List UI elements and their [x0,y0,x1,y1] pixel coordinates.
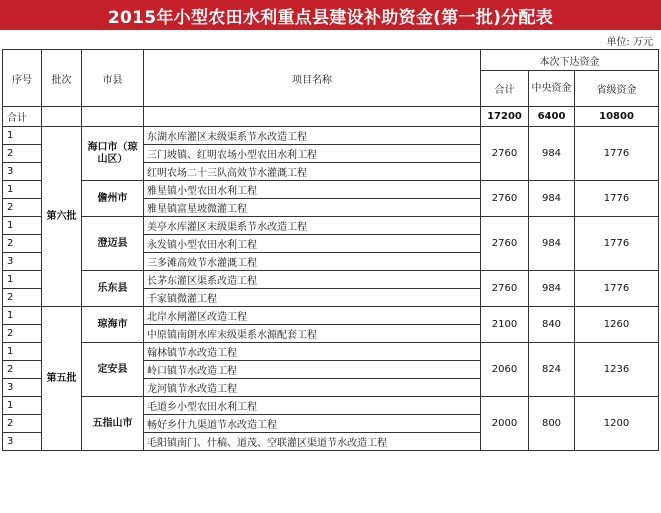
project-name: 翰林镇节水改造工程 [144,343,481,361]
row-seq: 1 [3,397,42,415]
county-central: 824 [529,343,575,397]
row-seq: 2 [3,289,42,307]
county-central: 984 [529,217,575,271]
project-name: 毛阳镇南门、什稿、道茂、空联灌区渠道节水改造工程 [144,433,481,451]
header-total: 合计 [481,71,529,107]
total-row-label: 合计 [3,107,42,127]
county-central: 800 [529,397,575,451]
county-total: 2760 [481,217,529,271]
project-name: 美亭水库灌区末级渠系节水改造工程 [144,217,481,235]
project-name: 岭口镇节水改造工程 [144,361,481,379]
county-cell: 琼海市 [82,307,144,343]
county-provincial: 1776 [575,271,659,307]
total-row-total: 17200 [481,107,529,127]
project-name: 东湖水库灌区末级渠系节水改造工程 [144,127,481,145]
county-cell: 澄迈县 [82,217,144,271]
county-provincial: 1776 [575,181,659,217]
county-total: 2100 [481,307,529,343]
project-name: 中原镇南朗水库末级渠系水源配套工程 [144,325,481,343]
table-row [3,181,659,199]
header-county: 市县 [82,50,144,107]
unit-label: 单位: 万元 [606,37,653,48]
project-name: 龙河镇节水改造工程 [144,379,481,397]
project-name: 北岸水闸灌区改造工程 [144,307,481,325]
county-provincial: 1236 [575,343,659,397]
county-total: 2000 [481,397,529,451]
total-row-provincial: 10800 [575,107,659,127]
county-cell: 乐东县 [82,271,144,307]
county-provincial: 1260 [575,307,659,343]
county-cell: 定安县 [82,343,144,397]
row-seq: 2 [3,235,42,253]
row-seq: 3 [3,253,42,271]
project-name: 永发镇小型农田水利工程 [144,235,481,253]
allocation-table [2,49,659,451]
project-name: 雅星镇小型农田水利工程 [144,181,481,199]
row-seq: 1 [3,181,42,199]
row-seq: 1 [3,127,42,145]
county-provincial: 1776 [575,217,659,271]
county-total: 2060 [481,343,529,397]
county-cell: 五指山市 [82,397,144,451]
county-central: 984 [529,181,575,217]
table-title: 2015年小型农田水利重点县建设补助资金(第一批)分配表 [0,0,661,30]
project-name: 三门坡镇、红明农场小型农田水利工程 [144,145,481,163]
county-cell: 儋州市 [82,181,144,217]
total-row [3,107,659,127]
county-total: 2760 [481,127,529,181]
table-row [3,217,659,235]
batch-cell: 第六批 [42,127,82,307]
project-name: 红明农场二十三队高效节水灌溉工程 [144,163,481,181]
project-name: 畅好乡什九渠道节水改造工程 [144,415,481,433]
row-seq: 1 [3,343,42,361]
row-seq: 1 [3,217,42,235]
county-provincial: 1776 [575,127,659,181]
project-name: 千家镇微灌工程 [144,289,481,307]
project-name: 三多滩高效节水灌溉工程 [144,253,481,271]
county-central: 984 [529,271,575,307]
county-total: 2760 [481,181,529,217]
project-name: 毛道乡小型农田水利工程 [144,397,481,415]
row-seq: 2 [3,361,42,379]
header-funds-group: 本次下达资金 [481,50,659,71]
county-central: 984 [529,127,575,181]
table-row [3,343,659,361]
row-seq: 1 [3,271,42,289]
row-seq: 3 [3,433,42,451]
row-seq: 2 [3,145,42,163]
table-row [3,127,659,145]
county-total: 2760 [481,271,529,307]
header-seq: 序号 [3,50,42,107]
project-name: 雅星镇富星坡微灌工程 [144,199,481,217]
total-row-central: 6400 [529,107,575,127]
row-seq: 2 [3,325,42,343]
table-row [3,397,659,415]
header-central: 中央资金 [529,71,575,107]
header-batch: 批次 [42,50,82,107]
table-row [3,307,659,325]
table-row [3,271,659,289]
header-provincial: 省级资金 [575,71,659,107]
county-cell: 海口市（琼山区） [82,127,144,181]
row-seq: 2 [3,199,42,217]
project-name: 长茅东灌区渠系改造工程 [144,271,481,289]
row-seq: 3 [3,163,42,181]
row-seq: 3 [3,379,42,397]
county-provincial: 1200 [575,397,659,451]
county-central: 840 [529,307,575,343]
row-seq: 2 [3,415,42,433]
batch-cell: 第五批 [42,307,82,451]
header-project: 项目名称 [144,50,481,107]
row-seq: 1 [3,307,42,325]
